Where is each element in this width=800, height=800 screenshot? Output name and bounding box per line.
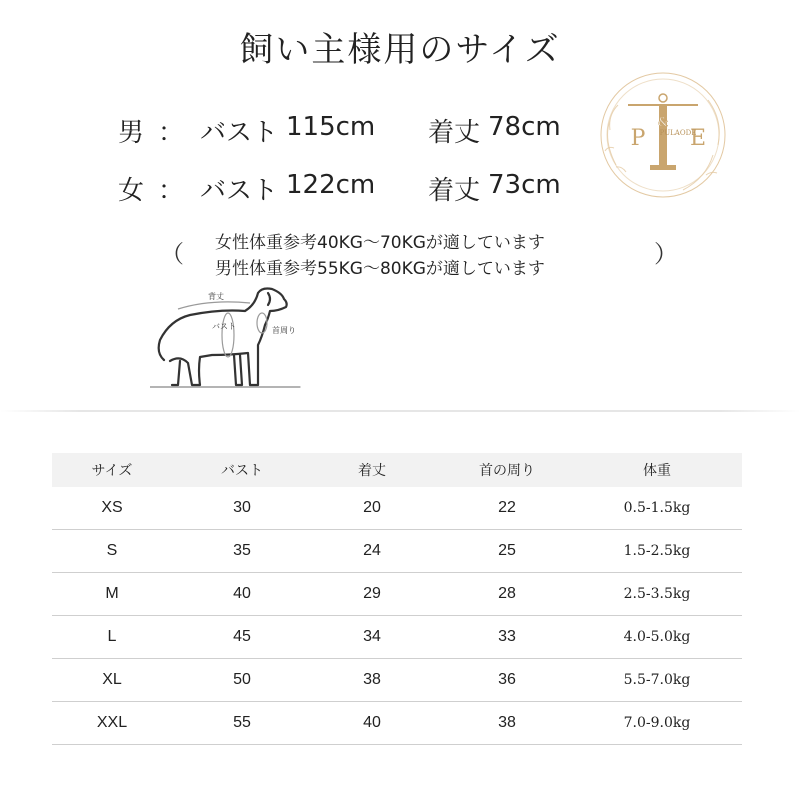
header-size: サイズ: [91, 463, 133, 479]
logo-brand-text: PULAODE: [659, 129, 697, 137]
colon: ：: [158, 176, 185, 206]
neck-cell: 36: [498, 671, 516, 688]
length-label: 着丈: [428, 118, 481, 148]
bust-diagram-label: バスト: [212, 322, 236, 331]
neck-cell: 22: [498, 499, 516, 516]
weight-cell: 2.5-3.5kg: [623, 586, 691, 602]
bust-value: 115cm: [286, 112, 376, 142]
weight-cell: 7.0-9.0kg: [623, 715, 691, 731]
dog-measurement-diagram: [150, 285, 310, 400]
gender-label: 女: [118, 176, 145, 206]
table-row: [52, 659, 742, 702]
logo-letter-p: P: [630, 126, 646, 151]
length-cell: 20: [363, 499, 381, 516]
male-weight-note: 男性体重参考55KG～80KGが適しています: [215, 259, 545, 279]
logo-letter-e: E: [689, 126, 707, 151]
table-row: [52, 530, 742, 573]
size-cell: XL: [102, 671, 122, 688]
table-row: [52, 702, 742, 745]
table-header: [52, 453, 742, 487]
page-title: 飼い主様用のサイズ: [239, 30, 561, 70]
length-value: 78cm: [488, 112, 561, 142]
close-paren: ）: [654, 240, 678, 268]
length-cell: 29: [363, 585, 381, 602]
weight-cell: 4.0-5.0kg: [623, 629, 691, 645]
neck-cell: 28: [498, 585, 516, 602]
bust-cell: 45: [233, 628, 251, 645]
bust-cell: 40: [233, 585, 251, 602]
size-cell: S: [106, 542, 118, 559]
brand-logo: [588, 60, 738, 210]
bust-cell: 30: [233, 499, 251, 516]
length-label: 着丈: [428, 176, 481, 206]
length-cell: 24: [363, 542, 381, 559]
length-value: 73cm: [488, 170, 561, 200]
neck-cell: 25: [498, 542, 516, 559]
bust-cell: 55: [233, 714, 251, 731]
length-cell: 38: [363, 671, 381, 688]
size-cell: L: [107, 628, 117, 645]
header-weight: 体重: [643, 463, 671, 479]
header-bust: バスト: [221, 463, 263, 479]
back-length-label: 背丈: [208, 292, 224, 301]
length-cell: 34: [363, 628, 381, 645]
bust-cell: 35: [233, 542, 251, 559]
open-paren: （: [160, 240, 184, 268]
weight-cell: 5.5-7.0kg: [623, 672, 691, 688]
gender-label: 男: [118, 118, 145, 148]
neck-cell: 33: [498, 628, 516, 645]
bust-label: バスト: [200, 176, 279, 206]
size-cell: XS: [101, 499, 123, 516]
size-cell: XXL: [96, 714, 128, 731]
header-neck: 首の周り: [479, 463, 535, 479]
bust-value: 122cm: [286, 170, 376, 200]
female-weight-note: 女性体重参考40KG～70KGが適しています: [215, 233, 545, 253]
section-divider: [0, 410, 800, 412]
bust-cell: 50: [233, 671, 251, 688]
table-row: [52, 487, 742, 530]
size-table: [52, 453, 742, 745]
table-row: [52, 573, 742, 616]
header-length: 着丈: [358, 463, 386, 479]
colon: ：: [158, 118, 185, 148]
neck-diagram-label: 首周り: [272, 326, 296, 335]
bust-label: バスト: [200, 118, 279, 148]
weight-cell: 0.5-1.5kg: [623, 500, 691, 516]
logo-ampersand: &: [657, 115, 669, 129]
size-cell: M: [105, 585, 119, 602]
weight-cell: 1.5-2.5kg: [623, 543, 691, 559]
neck-cell: 38: [498, 714, 516, 731]
length-cell: 40: [363, 714, 381, 731]
table-row: [52, 616, 742, 659]
